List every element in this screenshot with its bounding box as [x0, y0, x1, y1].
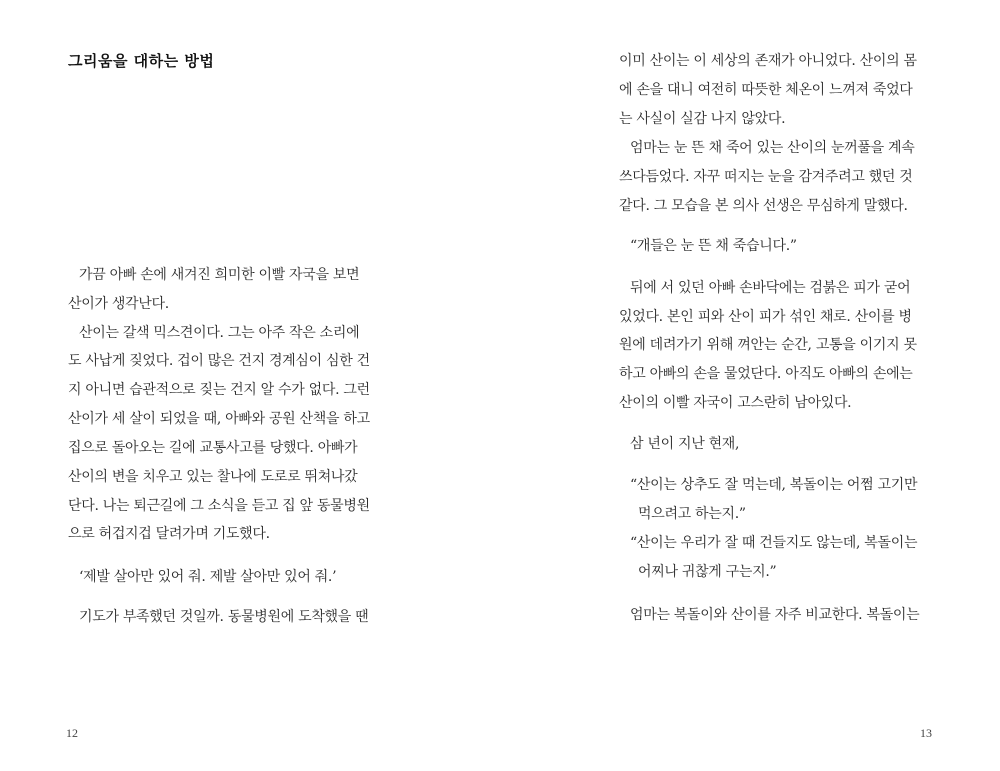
body-line: 산이의 변을 치우고 있는 찰나에 도로로 뛰쳐나갔	[68, 469, 358, 485]
body-line: 엄마는 눈 뜬 채 죽어 있는 산이의 눈꺼풀을 계속	[630, 140, 915, 156]
body-line: 같다. 그 모습을 본 의사 선생은 무심하게 말했다.	[619, 198, 908, 214]
body-line: 가끔 아빠 손에 새겨진 희미한 이빨 자국을 보면	[79, 267, 360, 283]
body-line: 있었다. 본인 피와 산이 피가 섞인 채로. 산이를 병	[619, 309, 912, 325]
body-line: 뒤에 서 있던 아빠 손바닥에는 검붉은 피가 굳어	[630, 280, 911, 296]
body-line: 산이가 세 살이 되었을 때, 아빠와 공원 산책을 하고	[68, 411, 370, 427]
body-line: 이미 산이는 이 세상의 존재가 아니었다. 산이의 몸	[619, 53, 917, 69]
body-line: 는 사실이 실감 나지 않았다.	[619, 111, 786, 127]
body-line: 엄마는 복돌이와 산이를 자주 비교한다. 복돌이는	[630, 607, 920, 623]
body-line: 삼 년이 지난 현재,	[630, 436, 740, 452]
chapter-title: 그리움을 대하는 방법	[68, 52, 215, 70]
mother-quote: “산이는 상추도 잘 먹는데, 복돌이는 어쩜 고기만	[630, 477, 918, 493]
body-line: 원에 데려가기 위해 껴안는 순간, 고통을 이기지 못	[619, 337, 917, 353]
body-line: 쓰다듬었다. 자꾸 떠지는 눈을 감겨주려고 했던 것	[619, 169, 913, 185]
page-number-left: 12	[66, 726, 78, 740]
body-line: 으로 허겁지겁 달려가며 기도했다.	[68, 526, 270, 542]
body-line: 하고 아빠의 손을 물었단다. 아직도 아빠의 손에는	[619, 366, 913, 382]
body-line: 에 손을 대니 여전히 따뜻한 체온이 느껴져 죽었다	[619, 82, 913, 98]
body-line: 산이는 갈색 믹스견이다. 그는 아주 작은 소리에	[79, 325, 360, 341]
prayer-quote: ‘제발 살아만 있어 줘. 제발 살아만 있어 줘.’	[79, 569, 337, 585]
body-line: 기도가 부족했던 것일까. 동물병원에 도착했을 땐	[79, 609, 369, 625]
mother-quote: “산이는 우리가 잘 때 건들지도 않는데, 복돌이는	[630, 535, 918, 551]
mother-quote-continued: 어찌나 귀찮게 구는지.”	[638, 564, 777, 580]
body-line: 단다. 나는 퇴근길에 그 소식을 듣고 집 앞 동물병원	[68, 498, 370, 514]
page-number-right: 13	[920, 726, 932, 740]
body-line: 집으로 돌아오는 길에 교통사고를 당했다. 아빠가	[68, 440, 358, 456]
body-line: 지 아니면 습관적으로 짖는 건지 알 수가 없다. 그런	[68, 382, 370, 398]
body-line: 도 사납게 짖었다. 겁이 많은 건지 경계심이 심한 건	[68, 353, 370, 369]
mother-quote-continued: 먹으려고 하는지.”	[638, 506, 746, 522]
body-line: 산이가 생각난다.	[68, 296, 169, 312]
doctor-quote: “개들은 눈 뜬 채 죽습니다.”	[630, 238, 797, 254]
right-page	[500, 0, 1000, 771]
body-line: 산이의 이빨 자국이 고스란히 남아있다.	[619, 395, 852, 411]
